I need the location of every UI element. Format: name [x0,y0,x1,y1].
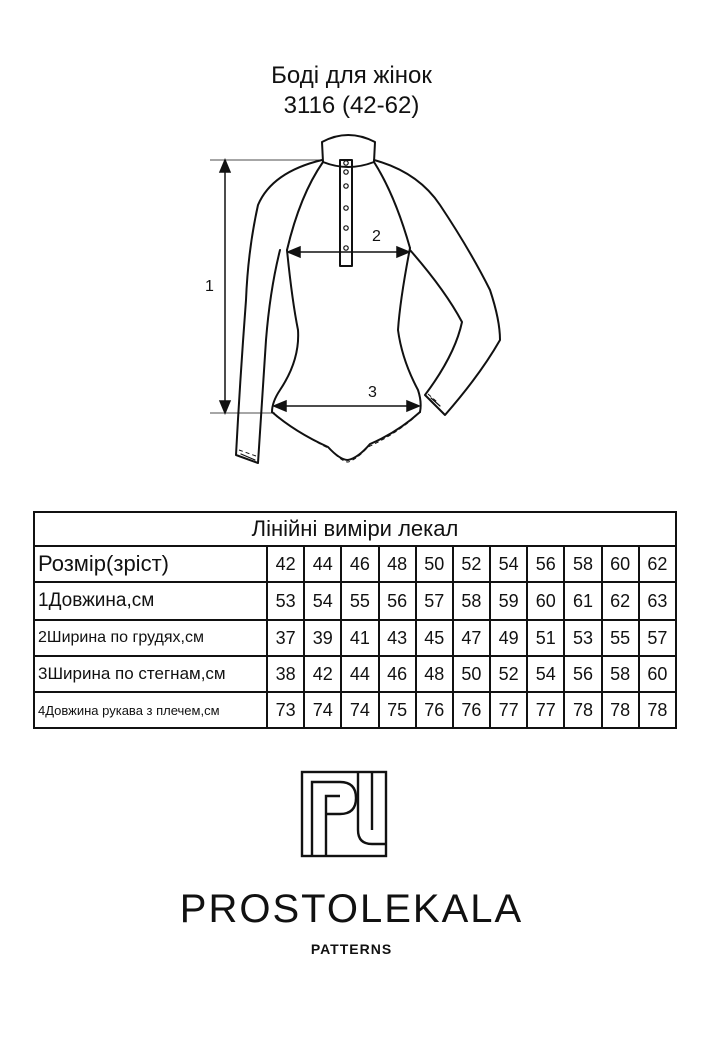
cell: 48 [416,656,453,692]
cell: 56 [564,656,601,692]
cell: 53 [564,620,601,656]
cell: 52 [490,656,527,692]
cell: 53 [267,582,304,620]
cell: 62 [602,582,639,620]
cell: 78 [639,692,676,728]
cell: 43 [379,620,416,656]
row-label: 4Довжина рукава з плечем,см [34,692,267,728]
cell: 77 [527,692,564,728]
cell: 55 [341,582,378,620]
cell: 78 [602,692,639,728]
cell: 60 [639,656,676,692]
cell: 37 [267,620,304,656]
cell: 55 [602,620,639,656]
measurements-table [33,511,677,729]
table-row-sleeve [34,692,676,728]
button [344,184,348,188]
measure-label-hips: 3 [368,384,377,401]
cell: 46 [341,546,378,582]
measure-label-chest: 2 [372,228,381,245]
row-label: Розмір(зріст) [34,546,267,582]
cell: 57 [416,582,453,620]
table-row-size [34,546,676,582]
cell: 58 [602,656,639,692]
button [344,226,348,230]
bodysuit-technical-drawing [0,0,703,500]
table-row-length [34,582,676,620]
brand-name: PROSTOLEKALA [179,887,524,931]
button [344,246,348,250]
cell: 50 [453,656,490,692]
cell: 50 [416,546,453,582]
cell: 49 [490,620,527,656]
page-title: Боді для жінок [271,62,432,89]
cell: 61 [564,582,601,620]
cell: 59 [490,582,527,620]
page-subtitle: 3116 (42-62) [283,92,420,119]
cell: 45 [416,620,453,656]
cell: 74 [341,692,378,728]
cell: 77 [490,692,527,728]
row-label: 3Ширина по стегнам,см [34,656,267,692]
cell: 76 [453,692,490,728]
cell: 54 [490,546,527,582]
button [344,161,348,165]
cell: 58 [564,546,601,582]
cell: 52 [453,546,490,582]
cell: 42 [267,546,304,582]
cell: 75 [379,692,416,728]
cell: 41 [341,620,378,656]
cell: 62 [639,546,676,582]
cell: 46 [379,656,416,692]
row-label: 2Ширина по грудях,см [34,620,267,656]
cell: 44 [341,656,378,692]
cell: 56 [527,546,564,582]
pl-monogram-icon [300,770,388,858]
table-caption: Лінійні виміри лекал [34,512,676,546]
cell: 63 [639,582,676,620]
cell: 56 [379,582,416,620]
cell: 51 [527,620,564,656]
body-right-side [398,248,421,412]
row-label: 1Довжина,см [34,582,267,620]
cell: 47 [453,620,490,656]
cell: 39 [304,620,341,656]
cell: 58 [453,582,490,620]
cell: 74 [304,692,341,728]
table-row-chest [34,620,676,656]
cell: 73 [267,692,304,728]
cell: 48 [379,546,416,582]
table-row-hips [34,656,676,692]
cell: 60 [527,582,564,620]
crotch-bottom [272,412,420,460]
cell: 76 [416,692,453,728]
body-left-side [272,250,298,412]
cell: 54 [527,656,564,692]
cell: 60 [602,546,639,582]
cell: 57 [639,620,676,656]
brand-subtitle: PATTERNS [310,941,393,957]
measure-label-length: 1 [205,278,214,295]
cell: 54 [304,582,341,620]
cell: 38 [267,656,304,692]
button [344,170,348,174]
cell: 42 [304,656,341,692]
cell: 78 [564,692,601,728]
cell: 44 [304,546,341,582]
button [344,206,348,210]
